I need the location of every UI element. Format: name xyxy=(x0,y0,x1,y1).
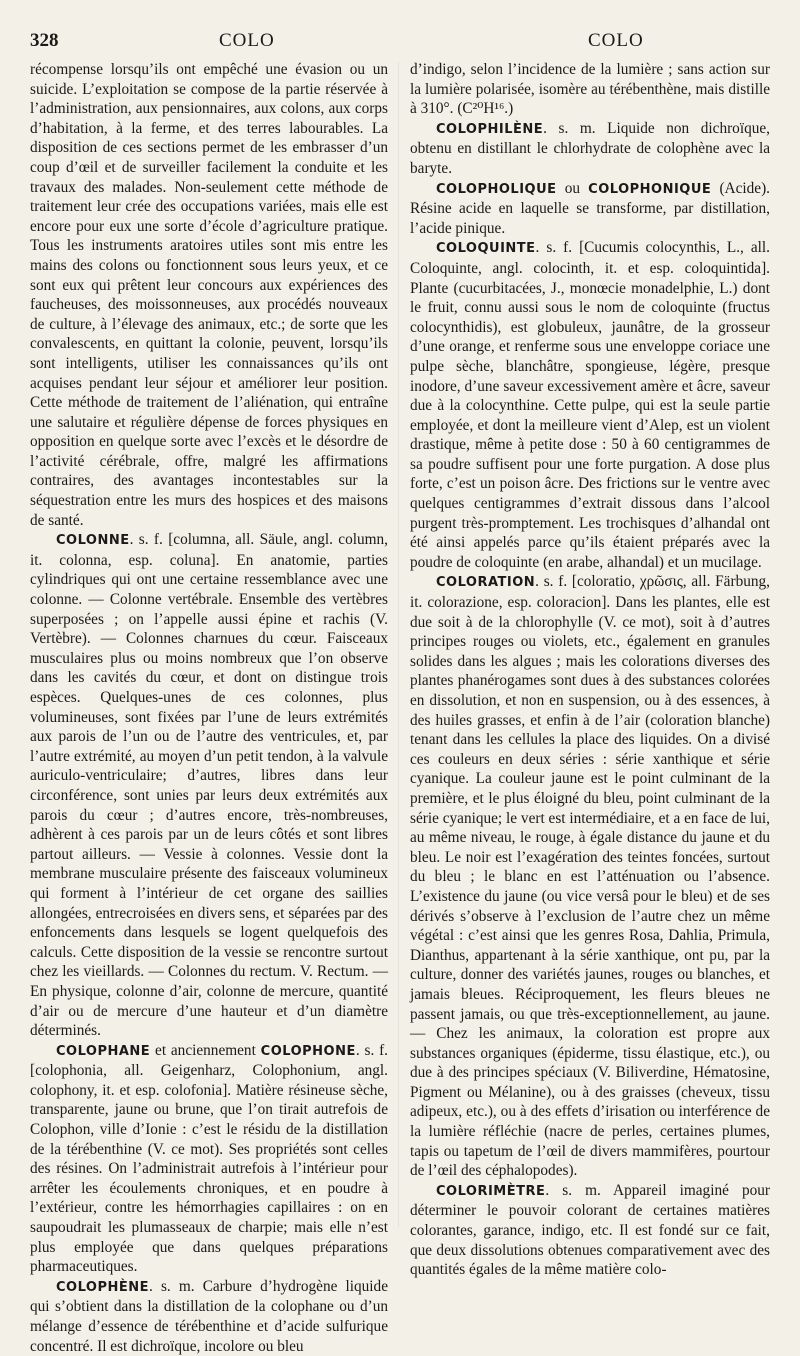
entry-text-colophene: . s. m. Carbure d’hydrogène liquide qui s’obtient dans la distillation de la colophane ou d’un mélange d’essence de térébenthine et d’acide sulfurique concentré. Il est dichroïque, incolore ou bleu xyxy=(30,1277,388,1355)
page-number: 328 xyxy=(30,30,59,51)
right-running-head: COLO xyxy=(588,30,644,51)
left-running-head: COLO xyxy=(219,30,275,51)
page-header xyxy=(30,30,770,56)
entry-colophene xyxy=(30,1277,388,1356)
left-column xyxy=(30,60,388,1356)
headword-colophone: COLOPHONE xyxy=(260,1043,356,1059)
entry-text-colophonique: (Acide). Résine acide en laquelle se transforme, par distillation, l’acide pinique. xyxy=(410,179,770,237)
entry-colonne xyxy=(30,530,388,1040)
entry-text-colorimetre: . s. m. Appareil imaginé pour déterminer le pouvoir colorant de certaines matières colorantes, garance, indigo, etc. Il est fondé sur ce fait, que deux dissolutions obtenues comparativement avec des quantités égales de la même matière colo- xyxy=(410,1181,770,1279)
headword-colophonique: COLOPHONIQUE xyxy=(588,181,712,197)
continued-paragraph-right: d’indigo, selon l’incidence de la lumière ; sans action sur la lumière polarisée, isomère au térébenthène, mais distille à 310°. (C²⁰H¹⁶.) xyxy=(410,61,770,118)
entry-coloration xyxy=(410,572,770,1180)
headword-coloration: COLORATION xyxy=(436,575,536,591)
entry-connector-colophane: et anciennement xyxy=(150,1041,261,1059)
entry-colophane xyxy=(30,1041,388,1277)
continued-paragraph: récompense lorsqu’ils ont empêché une évasion ou un suicide. L’exploitation se compose de la partie réservée à l’administration, aux pensionnaires, aux colons, aux corps d’habitation, à la ferme, et des terres labourables. La disposition de ces sections permet de les embrasser d’un coup d’œil et de surveiller facilement la conduite et les travaux des malades. Non-seulement cette méthode de traitement leur crée des occupations variées, mais elle est encore pour eux une sorte d’école d’agriculture pratique. Tous les instruments aratoires utiles sont mis entre les mains des colons ou fonctionnent sous leurs yeux, et ce sont eux qui prêtent leur concours aux expériences des faucheuses, des moissonneuses, aux procédés nouveaux de culture, à l’élevage des animaux, etc.; de sorte que les convalescents, en quittant la colonie, peuvent, lorsqu’ils sont intelligents, utiliser les connaissances qu’ils ont acquises pendant leur séjour et améliorer leur position. Cette méthode de traitement de l’aliénation, qui entraîne une salutaire et régulière dépense de forces physiques en opposition en quelque sorte avec l’excès et le désordre de l’activité cérébrale, offre, malgré les affirmations contraires, des avantages incontestables sur la séquestration entre les murs des hospices et des maisons de santé. xyxy=(30,61,388,529)
right-column xyxy=(410,60,770,1280)
entry-coloquinte xyxy=(410,238,770,572)
entry-text-coloration: . s. f. [coloratio, χρῶσις, all. Färbung, it. colorazione, esp. coloracion]. Dans les plantes, elle est due soit à de la chlorophylle (V. ce mot), soit à d’autres principes rouges ou violets, etc., également en granules solides dans les algues ; mais les colorations diverses des plantes phanérogames sont dues à des substances colorées en dissolution, et non en suspension, ou à des essences, à des huiles grasses, et enfin à de l’air (coloration blanche) tenant dans les cellules la place des liquides. On a divisé ces couleurs en deux séries : série xanthique et série cyanique. La couleur jaune est le point culminant de la première, et le plus éloigné du bleu, point culminant de la série cyanique; le vert est intermédiaire, et a en face de lui, au même niveau, le rouge, à égale distance du jaune et du bleu. Le noir est l’exagération des teintes foncées, surtout du bleu ; le blanc en est l’atténuation ou l’absence. L’existence du jaune (ou vice versâ pour le bleu) et de ses dérivés s’observe à l’exclusion de l’autre chez un même végétal : c’est ainsi que les genres Rosa, Dahlia, Primula, Dianthus, appartenant à la série xanthique, ont pu, par la culture, donner des variétés jaunes, rouges ou blanches, et jamais bleues. Réciproquement, les fleurs bleues ne passent jamais, ou que très-exceptionnellement, au jaune. — Chez les animaux, la coloration est propre aux substances organiques (épiderme, tissu élastique, etc.), ou due à des principes spéciaux (V. Biliverdine, Hématosine, Pigment ou Mélanine), ou à des graisses (cheveux, tissu adipeux, etc.), ou à des effets d’irisation ou interférence de la lumière réfléchie (nacre de perles, certaines plumes, tapis ou tapetum de l’œil de divers mammifères, pourtour de l’œil des céphalopodes). xyxy=(410,573,770,1180)
headword-colophene: COLOPHÈNE xyxy=(56,1279,150,1295)
entry-text-colophilene: . s. m. Liquide non dichroïque, obtenu en distillant le chlorhydrate de colophène avec la baryte. xyxy=(410,119,770,177)
entry-text-colophane: . s. f. [colophonia, all. Geigenharz, Colophonium, angl. colophony, it. et esp. colofonia]. Matière résineuse sèche, transparente, jaune ou brune, que l’on tirait autrefois de Colophon, ville d’Ionie : c’est le résidu de la distillation de la térébenthine (V. ce mot). Ses propriétés sont celles des résines. On l’administrait autrefois à l’intérieur pour arrêter les écoulements chroniques, et en poudre à l’extérieur, contre les hémorrhagies capillaires : on en saupoudrait les plumasseaux de charpie; mais elle n’est plus employée que dans quelques préparations pharmaceutiques. xyxy=(30,1041,389,1276)
entry-text-coloquinte: . s. f. [Cucumis colocynthis, L., all. Coloquinte, angl. colocinth, it. et esp. coloquintida]. Plante (cucurbitacées, J., monœcie monadelphie, L.) dont le fruit, connu aussi sous le nom de coloquinte (fructus colocynthidis), est globuleux, jaunâtre, de la grosseur d’une orange, et renferme sous une enveloppe coriace une pulpe sèche, blanchâtre, spongieuse, légère, presque inodore, d’une saveur excessivement amère et âcre, saveur due à la colocynthine. Cette pulpe, qui est la seule partie employée, et dont la meilleure vient d’Alep, est un violent drastique, même à petite dose : 50 à 60 centigrammes de sa poudre suffisent pour une forte purgation. A dose plus forte, c’est un poison âcre. Des frictions sur le ventre avec quelques centigrammes d’extrait dissous dans l’alcool purgent très-promptement. Les trochisques d’alhandal ont été ainsi appelés parce qu’ils étaient préparés avec la poudre de coloquinte (en arabe, alhandal) et un mucilage. xyxy=(410,239,770,571)
headword-colophilene: COLOPHILÈNE xyxy=(436,121,544,137)
entry-colophilene xyxy=(410,119,770,179)
headword-colorimetre: COLORIMÈTRE xyxy=(436,1183,546,1199)
headword-colonne: COLONNE xyxy=(56,533,130,549)
headword-coloquinte: COLOQUINTE xyxy=(436,241,536,257)
entry-text-colonne: . s. f. [columna, all. Säule, angl. column, it. colonna, esp. coluna]. En anatomie, parties cylindriques qui ont une certaine ressemblance avec une colonne. — Colonne vertébrale. Ensemble des vertèbres superposées ; on l’appelle aussi épine et rachis (V. Vertèbre). — Colonnes charnues du cœur. Faisceaux musculaires plus ou moins nombreux que l’on observe dans les cavités du cœur, et dont on distingue trois espèces. Quelques-unes de ces colonnes, plus volumineuses, sont fixées par l’une de leurs extrémités aux parois de l’un ou de l’autre des ventricules, et, par l’autre extrémité, au moyen d’un petit tendon, à la valvule auriculo-ventriculaire; d’autres, libres dans leur circonférence, sont unies par leurs deux extrémités aux parois du cœur ; d’autres encore, très-nombreuses, adhèrent à ces parois par un de leurs côtés et sont libres partout ailleurs. — Vessie à colonnes. Vessie dont la membrane musculaire présente des faisceaux volumineux qui forment à l’intérieur de cet organe des saillies allongées, entrecroisées en divers sens, et séparées par des enfoncements dans lesquels se logent quelquefois des calculs. Cette disposition de la vessie se rencontre surtout chez les vieillards. — Colonnes du rectum. V. Rectum. — En physique, colonne d’air, colonne de mercure, quantité d’air ou de mercure d’une hauteur et d’un diamètre déterminés. xyxy=(30,531,388,1040)
headword-colophane: COLOPHANE xyxy=(56,1043,151,1059)
entry-connector-colophonique: ou xyxy=(556,179,589,197)
headword-colopholique: COLOPHOLIQUE xyxy=(436,181,557,197)
entry-colophonique xyxy=(410,179,770,239)
column-divider xyxy=(398,62,399,1227)
